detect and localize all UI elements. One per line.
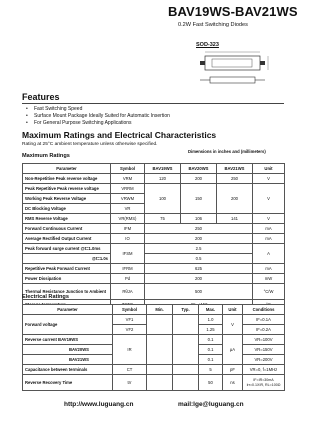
ratings-section-heading: Maximum Ratings and Electrical Characteristics bbox=[22, 130, 217, 140]
column-header: BAV21WS bbox=[217, 164, 253, 174]
ratings-note: Rating at 25°C ambient temperature unless otherwise specified. bbox=[22, 142, 158, 147]
table-row: VF2 1.25 IF=0.2A bbox=[23, 325, 285, 335]
table-row: Reverse current BAV19WS IR 0.1 μA VR=100V bbox=[23, 335, 285, 345]
column-header: Parameter bbox=[23, 164, 111, 174]
feature-item: • Surface Mount Package Ideally Suited for Automatic Insertion bbox=[26, 113, 170, 119]
table-row: Peak forward surge current @t=1.0ms IFSM 2.5 A bbox=[23, 244, 285, 254]
table-row: DC Blocking Voltage VR bbox=[23, 204, 285, 214]
column-header: Conditions bbox=[243, 305, 285, 315]
table-row: BAV21WS 0.1 VR=200V bbox=[23, 355, 285, 365]
package-label: SOD-323 bbox=[196, 42, 219, 48]
table-row: Forward voltage VF1 1.0 V IF=0.1A bbox=[23, 315, 285, 325]
column-header: Symbol bbox=[113, 305, 147, 315]
electrical-ratings-heading: Electrical Ratings bbox=[22, 294, 69, 300]
column-header: BAV19WS bbox=[145, 164, 181, 174]
column-header: Typ. bbox=[173, 305, 199, 315]
column-header: Max. bbox=[199, 305, 223, 315]
column-header: BAV20WS bbox=[181, 164, 217, 174]
package-outline-diagram bbox=[180, 50, 290, 90]
page-title: BAV19WS-BAV21WS bbox=[168, 4, 298, 19]
table-row: Forward Continuous Current IFM 250 mA bbox=[23, 224, 285, 234]
table-row: BAV20WS 0.1 VR=150V bbox=[23, 345, 285, 355]
table-row: Peak Repetitive Peak reverse voltage VRRM 100 150 200 V bbox=[23, 184, 285, 194]
feature-item: • Fast Switching Speed bbox=[26, 106, 83, 112]
footer-email-link[interactable]: mail:lge@luguang.cn bbox=[178, 401, 244, 408]
footer-website-link[interactable]: http://www.luguang.cn bbox=[64, 401, 134, 408]
features-divider bbox=[22, 103, 284, 104]
page-subtitle: 0.2W Fast Switching Diodes bbox=[178, 22, 248, 28]
table-row: Non-Repetitive Peak reverse voltage VRM 120 200 250 V bbox=[23, 174, 285, 184]
column-header: Min. bbox=[147, 305, 173, 315]
column-header: Unit bbox=[253, 164, 285, 174]
column-header: Parameter bbox=[23, 305, 113, 315]
table-row: Thermal Resistance Junction to Ambient RθJA 500 °C/W bbox=[23, 284, 285, 300]
max-ratings-heading: Maximum Ratings bbox=[22, 153, 70, 159]
electrical-ratings-table bbox=[22, 304, 285, 391]
table-row: Working Peak Reverse Voltage VRWM bbox=[23, 194, 285, 204]
features-heading: Features bbox=[22, 92, 60, 102]
feature-item: • For General Purpose Switching Applications bbox=[26, 120, 132, 126]
table-row: RMS Reverse Voltage VR(RMS) 75 106 141 V bbox=[23, 214, 285, 224]
table-row: Repetitive Peak Forward Current IFRM 625 mA bbox=[23, 264, 285, 274]
table-row: Power Dissipation Pd 200 mW bbox=[23, 274, 285, 284]
max-ratings-table bbox=[22, 163, 285, 310]
column-header: Unit bbox=[223, 305, 243, 315]
column-header: Symbol bbox=[111, 164, 145, 174]
table-row: Average Rectified Output Current IO 200 mA bbox=[23, 234, 285, 244]
dimensions-note: Dimensions in inches and (millimeters) bbox=[188, 149, 266, 154]
table-row: Reverse Recovery Time trr 50 ns IF=IR=30mA Irr=0.1XIR, RL=100Ω bbox=[23, 375, 285, 391]
table-row: Capacitance between terminals CT 5 pF VR=0, f=1MHz bbox=[23, 365, 285, 375]
table-row: @t=1.0s 0.5 bbox=[23, 254, 285, 264]
